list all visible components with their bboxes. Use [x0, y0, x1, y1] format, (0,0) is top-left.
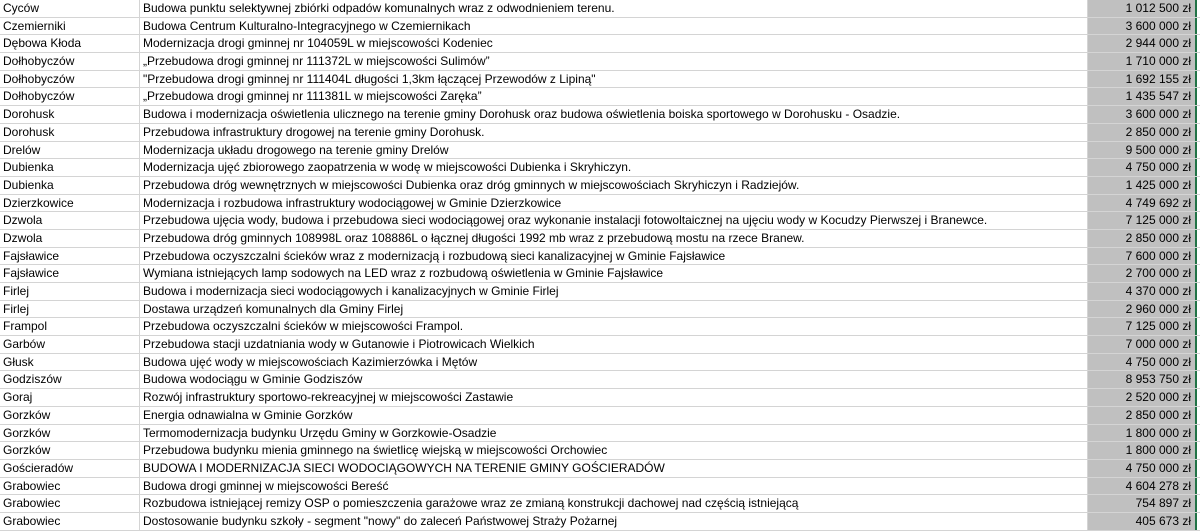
- description-cell[interactable]: Rozwój infrastruktury sportowo-rekreacyjnej w miejscowości Zastawie: [140, 389, 1088, 406]
- table-row: [0, 53, 1200, 71]
- amount-cell[interactable]: 7 125 000 zł: [1088, 212, 1197, 229]
- description-cell[interactable]: Przebudowa dróg gminnych 108998L oraz 108886L o łącznej długości 1992 mb wraz z przebudową mostu na rzece Branew.: [140, 230, 1088, 247]
- gmina-cell[interactable]: Dołhobyczów: [0, 53, 140, 70]
- description-cell[interactable]: Budowa i modernizacja sieci wodociągowych i kanalizacyjnych w Gminie Firlej: [140, 283, 1088, 300]
- table-row: [0, 71, 1200, 89]
- table-row: [0, 371, 1200, 389]
- table-row: [0, 301, 1200, 319]
- description-cell[interactable]: Dostawa urządzeń komunalnych dla Gminy Firlej: [140, 301, 1088, 318]
- gmina-cell[interactable]: Dołhobyczów: [0, 71, 140, 88]
- gmina-cell[interactable]: Dzierzkowice: [0, 195, 140, 212]
- table-row: [0, 248, 1200, 266]
- description-cell[interactable]: Budowa punktu selektywnej zbiórki odpadów komunalnych wraz z odwodnieniem terenu.: [140, 0, 1088, 17]
- table-row: [0, 106, 1200, 124]
- amount-cell[interactable]: 4 750 000 zł: [1088, 159, 1197, 176]
- amount-cell[interactable]: 1 435 547 zł: [1088, 88, 1197, 105]
- gmina-cell[interactable]: Goraj: [0, 389, 140, 406]
- description-cell[interactable]: Przebudowa dróg wewnętrznych w miejscowości Dubienka oraz dróg gminnych w miejscowościach Skryhiczyn i Radziejów.: [140, 177, 1088, 194]
- amount-cell[interactable]: 1 425 000 zł: [1088, 177, 1197, 194]
- table-row: [0, 124, 1200, 142]
- description-cell[interactable]: Przebudowa budynku mienia gminnego na świetlicę wiejską w miejscowości Orchowiec: [140, 442, 1088, 459]
- table-row: [0, 142, 1200, 160]
- description-cell[interactable]: Modernizacja ujęć zbiorowego zaopatrzenia w wodę w miejscowości Dubienka i Skryhiczyn.: [140, 159, 1088, 176]
- description-cell[interactable]: Budowa ujęć wody w miejscowościach Kazimierzówka i Mętów: [140, 354, 1088, 371]
- gmina-cell[interactable]: Gorzków: [0, 442, 140, 459]
- amount-cell[interactable]: 3 600 000 zł: [1088, 106, 1197, 123]
- table-row: [0, 159, 1200, 177]
- table-row: [0, 35, 1200, 53]
- table-row: [0, 195, 1200, 213]
- table-row: [0, 513, 1200, 531]
- amount-cell[interactable]: 7 000 000 zł: [1088, 336, 1197, 353]
- table-row: [0, 265, 1200, 283]
- gmina-cell[interactable]: Firlej: [0, 283, 140, 300]
- amount-cell[interactable]: 2 944 000 zł: [1088, 35, 1197, 52]
- table-row: [0, 478, 1200, 496]
- amount-cell[interactable]: 1 692 155 zł: [1088, 71, 1197, 88]
- gmina-cell[interactable]: Fajsławice: [0, 248, 140, 265]
- amount-cell[interactable]: 754 897 zł: [1088, 495, 1197, 512]
- description-cell[interactable]: Rozbudowa istniejącej remizy OSP o pomieszczenia garażowe wraz ze zmianą konstrukcji dachowej nad częścią istniejącą: [140, 495, 1088, 512]
- gmina-cell[interactable]: Gościeradów: [0, 460, 140, 477]
- gmina-cell[interactable]: Dubienka: [0, 159, 140, 176]
- table-row: [0, 354, 1200, 372]
- gmina-cell[interactable]: Dołhobyczów: [0, 88, 140, 105]
- gmina-cell[interactable]: Firlej: [0, 301, 140, 318]
- description-cell[interactable]: Przebudowa oczyszczalni ścieków wraz z modernizacją i rozbudową sieci kanalizacyjnej w Gminie Fajsławice: [140, 248, 1088, 265]
- gmina-cell[interactable]: Grabowiec: [0, 495, 140, 512]
- table-row: [0, 425, 1200, 443]
- table-row: [0, 407, 1200, 425]
- description-cell[interactable]: Wymiana istniejących lamp sodowych na LED wraz z rozbudową oświetlenia w Gminie Fajsławice: [140, 265, 1088, 282]
- gmina-cell[interactable]: Grabowiec: [0, 478, 140, 495]
- description-cell[interactable]: Przebudowa oczyszczalni ścieków w miejscowości Frampol.: [140, 318, 1088, 335]
- table-row: [0, 283, 1200, 301]
- gmina-cell[interactable]: Gorzków: [0, 425, 140, 442]
- table-row: [0, 389, 1200, 407]
- table-row: [0, 460, 1200, 478]
- amount-cell[interactable]: 1 800 000 zł: [1088, 425, 1197, 442]
- amount-cell[interactable]: 4 370 000 zł: [1088, 283, 1197, 300]
- amount-cell[interactable]: 8 953 750 zł: [1088, 371, 1197, 388]
- description-cell[interactable]: Budowa Centrum Kulturalno-Integracyjnego w Czemiernikach: [140, 18, 1088, 35]
- amount-cell[interactable]: 4 749 692 zł: [1088, 195, 1197, 212]
- table-row: [0, 177, 1200, 195]
- gmina-cell[interactable]: Czemierniki: [0, 18, 140, 35]
- table-row: [0, 212, 1200, 230]
- description-cell[interactable]: „Przebudowa drogi gminnej nr 111381L w miejscowości Zaręka”: [140, 88, 1088, 105]
- amount-cell[interactable]: 2 850 000 zł: [1088, 230, 1197, 247]
- table-row: [0, 442, 1200, 460]
- gmina-cell[interactable]: Dzwola: [0, 212, 140, 229]
- amount-cell[interactable]: 2 700 000 zł: [1088, 265, 1197, 282]
- amount-cell[interactable]: 1 800 000 zł: [1088, 442, 1197, 459]
- gmina-cell[interactable]: Dębowa Kłoda: [0, 35, 140, 52]
- amount-cell[interactable]: 9 500 000 zł: [1088, 142, 1197, 159]
- amount-cell[interactable]: 4 604 278 zł: [1088, 478, 1197, 495]
- description-cell[interactable]: "Przebudowa drogi gminnej nr 111404L długości 1,3km łączącej Przewodów z Lipiną": [140, 71, 1088, 88]
- amount-cell[interactable]: 3 600 000 zł: [1088, 18, 1197, 35]
- table-row: [0, 336, 1200, 354]
- description-cell[interactable]: Modernizacja układu drogowego na terenie gminy Drelów: [140, 142, 1088, 159]
- amount-cell[interactable]: 2 850 000 zł: [1088, 407, 1197, 424]
- description-cell[interactable]: Przebudowa infrastruktury drogowej na terenie gminy Dorohusk.: [140, 124, 1088, 141]
- gmina-cell[interactable]: Dubienka: [0, 177, 140, 194]
- description-cell[interactable]: Przebudowa ujęcia wody, budowa i przebudowa sieci wodociągowej oraz wykonanie instalacji fotowoltaicznej na ujęciu wody w Kocudzy Pierwszej i Branewce.: [140, 212, 1088, 229]
- amount-cell[interactable]: 1 012 500 zł: [1088, 0, 1197, 17]
- gmina-cell[interactable]: Głusk: [0, 354, 140, 371]
- gmina-cell[interactable]: Godziszów: [0, 371, 140, 388]
- table-row: [0, 88, 1200, 106]
- amount-cell[interactable]: 7 125 000 zł: [1088, 318, 1197, 335]
- table-row: [0, 495, 1200, 513]
- gmina-cell[interactable]: Gorzków: [0, 407, 140, 424]
- description-cell[interactable]: Modernizacja i rozbudowa infrastruktury wodociągowej w Gminie Dzierzkowice: [140, 195, 1088, 212]
- description-cell[interactable]: Dostosowanie budynku szkoły - segment "nowy" do zaleceń Państwowej Straży Pożarnej: [140, 513, 1088, 530]
- amount-cell[interactable]: 2 960 000 zł: [1088, 301, 1197, 318]
- amount-cell[interactable]: 2 520 000 zł: [1088, 389, 1197, 406]
- description-cell[interactable]: BUDOWA I MODERNIZACJA SIECI WODOCIĄGOWYCH NA TERENIE GMINY GOŚCIERADÓW: [140, 460, 1088, 477]
- description-cell[interactable]: Energia odnawialna w Gminie Gorzków: [140, 407, 1088, 424]
- table-row: [0, 318, 1200, 336]
- description-cell[interactable]: Modernizacja drogi gminnej nr 104059L w miejscowości Kodeniec: [140, 35, 1088, 52]
- amount-cell[interactable]: 1 710 000 zł: [1088, 53, 1197, 70]
- table-row: [0, 18, 1200, 36]
- description-cell[interactable]: Budowa drogi gminnej w miejscowości Bereść: [140, 478, 1088, 495]
- gmina-cell[interactable]: Dorohusk: [0, 124, 140, 141]
- description-cell[interactable]: Budowa wodociągu w Gminie Godziszów: [140, 371, 1088, 388]
- gmina-cell[interactable]: Drelów: [0, 142, 140, 159]
- amount-cell[interactable]: 405 673 zł: [1088, 513, 1197, 530]
- description-cell[interactable]: Przebudowa stacji uzdatniania wody w Gutanowie i Piotrowicach Wielkich: [140, 336, 1088, 353]
- table-row: [0, 230, 1200, 248]
- amount-cell[interactable]: 4 750 000 zł: [1088, 354, 1197, 371]
- description-cell[interactable]: „Przebudowa drogi gminnej nr 111372L w miejscowości Sulimów”: [140, 53, 1088, 70]
- gmina-cell[interactable]: Garbów: [0, 336, 140, 353]
- gmina-cell[interactable]: Frampol: [0, 318, 140, 335]
- amount-cell[interactable]: 4 750 000 zł: [1088, 460, 1197, 477]
- gmina-cell[interactable]: Grabowiec: [0, 513, 140, 530]
- description-cell[interactable]: Termomodernizacja budynku Urzędu Gminy w Gorzkowie-Osadzie: [140, 425, 1088, 442]
- gmina-cell[interactable]: Fajsławice: [0, 265, 140, 282]
- gmina-cell[interactable]: Dorohusk: [0, 106, 140, 123]
- gmina-cell[interactable]: Dzwola: [0, 230, 140, 247]
- amount-cell[interactable]: 2 850 000 zł: [1088, 124, 1197, 141]
- amount-cell[interactable]: 7 600 000 zł: [1088, 248, 1197, 265]
- gmina-cell[interactable]: Cyców: [0, 0, 140, 17]
- table-row: [0, 0, 1200, 18]
- description-cell[interactable]: Budowa i modernizacja oświetlenia ulicznego na terenie gminy Dorohusk oraz budowa oświetlenia boiska sportowego w Dorohusku - Osadzie.: [140, 106, 1088, 123]
